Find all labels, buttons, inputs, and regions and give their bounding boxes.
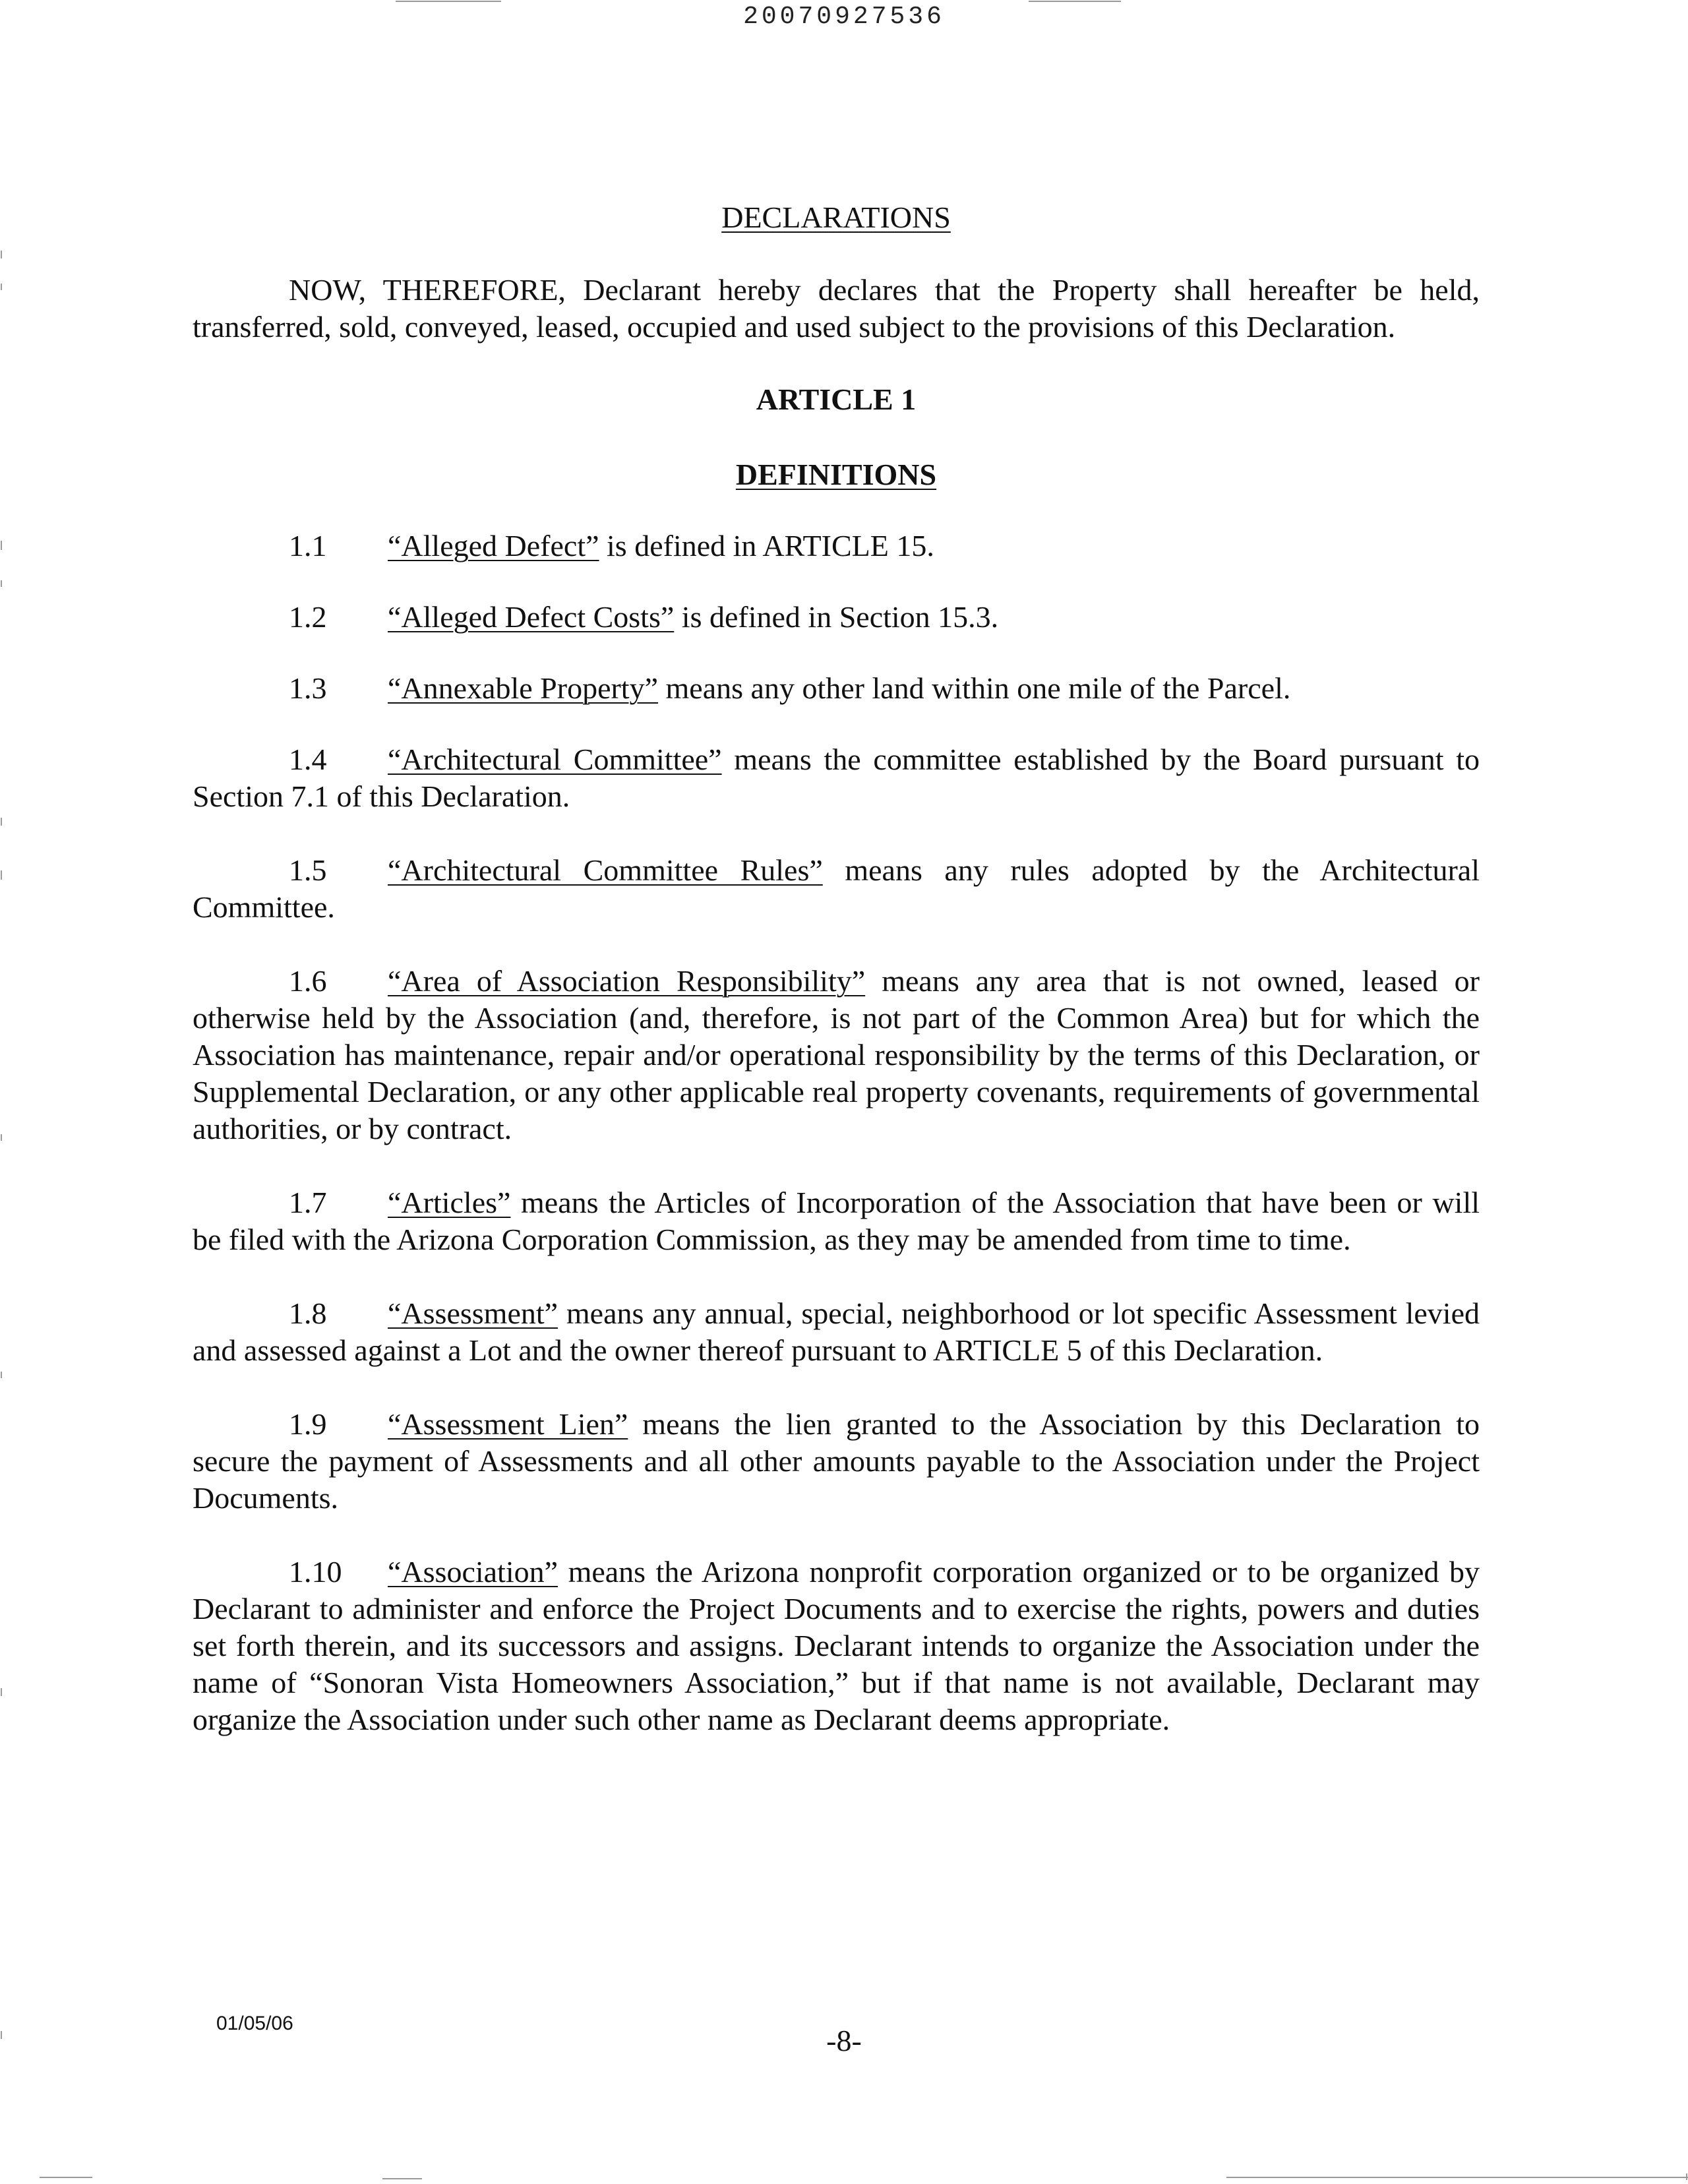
intro-paragraph: NOW, THEREFORE, Declarant hereby declares that the Property shall hereafter be held, transferred, sold, conveyed, leased, occupied and used subject to the provisions of this Declaration.: [193, 273, 1480, 344]
defined-term: “Alleged Defect Costs”: [388, 600, 675, 634]
footer-date: 01/05/06: [216, 2013, 293, 2034]
section-number: 1.3: [289, 671, 327, 705]
defined-term: “Assessment”: [388, 1296, 558, 1330]
recording-number: 20070927536: [743, 3, 945, 31]
definition-text: means the Arizona nonprofit corporation organized or to be organized by Declarant to administer and enforce the Project Documents and to exercise the rights, powers and duties set forth therein, and its successors and assigns. Declarant intends to organize the Association under the name of “Sonoran Vista Homeowners Association,” but if that name is not available, Declarant may organize the Association under such other name as Declarant deems appropriate.: [193, 1555, 1480, 1736]
article-heading: ARTICLE 1: [756, 382, 917, 416]
section-number: 1.8: [289, 1296, 327, 1330]
section-number: 1.5: [289, 853, 327, 887]
defined-term: “Association”: [388, 1555, 558, 1589]
definition-text: is defined in Section 15.3.: [674, 600, 999, 634]
page-number: -8-: [826, 2024, 862, 2057]
definition-text: means any annual, special, neighborhood or lot specific Assessment levied and assessed against a Lot and the owner thereof pursuant to ARTICLE 5 of this Declaration.: [193, 1296, 1480, 1367]
definition-text: means the committee established by the Board pursuant to Section 7.1 of this Declaration.: [193, 743, 1480, 813]
section-number: 1.7: [289, 1186, 327, 1219]
defined-term: “Articles”: [388, 1186, 511, 1219]
defined-term: “Annexable Property”: [388, 671, 659, 705]
definition-text: means any rules adopted by the Architectural Committee.: [193, 853, 1480, 924]
section-number: 1.1: [289, 529, 327, 562]
definition-text: means the Articles of Incorporation of the Association that have been or will be filed with the Arizona Corporation Commission, as they may be amended from time to time.: [193, 1186, 1480, 1256]
definition-text: means any area that is not owned, leased or otherwise held by the Association (and, therefore, is not part of the Common Area) but for which the Association has maintenance, repair and/or operational responsibility by the terms of this Declaration, or Supplemental Declaration, or any other applicable real property covenants, requirements of governmental authorities, or by contract.: [193, 964, 1480, 1145]
defined-term: “Architectural Committee Rules”: [388, 853, 823, 887]
section-number: 1.4: [289, 743, 327, 776]
section-number: 1.6: [289, 964, 327, 998]
section-number: 1.9: [289, 1407, 327, 1441]
declarations-heading: DECLARATIONS: [721, 200, 951, 234]
defined-term: “Architectural Committee”: [388, 743, 722, 776]
definitions-heading: DEFINITIONS: [735, 458, 937, 491]
defined-term: “Area of Association Responsibility”: [388, 964, 866, 998]
definition-text: means any other land within one mile of the Parcel.: [658, 671, 1291, 705]
defined-term: “Assessment Lien”: [388, 1407, 628, 1441]
definition-text: is defined in ARTICLE 15.: [599, 529, 934, 562]
definition-text: means the lien granted to the Association by this Declaration to secure the payment of Assessments and all other amounts payable to the Association under the Project Documents.: [193, 1407, 1480, 1515]
section-number: 1.2: [289, 600, 327, 634]
defined-term: “Alleged Defect”: [388, 529, 599, 562]
section-number: 1.10: [289, 1555, 342, 1589]
